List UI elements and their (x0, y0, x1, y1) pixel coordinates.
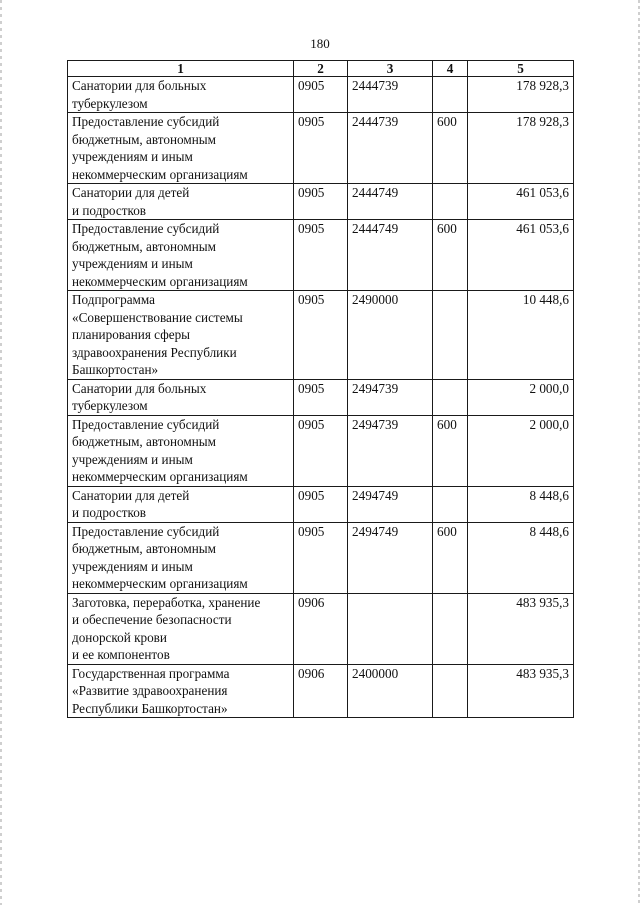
row-name-line: некоммерческим организациям (72, 469, 248, 484)
table-header (68, 61, 574, 77)
section-code-cell: 0906 (294, 593, 348, 664)
target-article-cell: 2444749 (348, 220, 433, 291)
row-name-line: учреждениям и иным (72, 558, 193, 574)
table-row (68, 379, 574, 415)
amount-cell: 483 935,3 (468, 664, 574, 718)
header-col-4: 4 (433, 61, 468, 77)
amount-cell: 2 000,0 (468, 415, 574, 486)
expense-type-cell (433, 486, 468, 522)
row-name-line: и обеспечение безопасности (72, 612, 232, 627)
target-article-cell: 2494739 (348, 379, 433, 415)
target-article-cell: 2444739 (348, 77, 433, 113)
section-code-cell: 0905 (294, 379, 348, 415)
target-article-cell: 2490000 (348, 291, 433, 380)
header-col-1: 1 (68, 61, 294, 77)
row-name-line: донорской крови (72, 629, 167, 645)
table-row (68, 220, 574, 291)
table-row (68, 522, 574, 593)
section-code-cell: 0905 (294, 184, 348, 220)
row-name-line: Подпрограмма (72, 292, 156, 307)
amount-cell: 8 448,6 (468, 522, 574, 593)
row-name-cell (68, 522, 294, 593)
header-col-5: 5 (468, 61, 574, 77)
row-name-line: Предоставление субсидий (72, 416, 220, 432)
expense-type-cell: 600 (433, 415, 468, 486)
expense-type-cell (433, 379, 468, 415)
target-article-cell: 2494749 (348, 486, 433, 522)
table-row (68, 184, 574, 220)
row-name-line: Башкортостан» (72, 362, 159, 377)
row-name-cell (68, 664, 294, 718)
section-code-cell: 0905 (294, 522, 348, 593)
target-article-cell: 2444749 (348, 184, 433, 220)
expense-type-cell (433, 291, 468, 380)
scan-edge-left (0, 0, 2, 905)
target-article-cell: 2444739 (348, 113, 433, 184)
table-row (68, 291, 574, 380)
row-name-line: туберкулезом (72, 95, 148, 111)
amount-cell: 10 448,6 (468, 291, 574, 380)
row-name-cell (68, 593, 294, 664)
row-name-line: Заготовка, переработка, хранение (72, 594, 261, 610)
row-name-line: некоммерческим организациям (72, 166, 248, 182)
row-name-line: Государственная программа (72, 665, 230, 681)
row-name-line: бюджетным, автономным (72, 238, 216, 254)
expense-type-cell (433, 593, 468, 664)
table-body (68, 77, 574, 718)
row-name-line: «Совершенствование системы (72, 309, 243, 325)
table-row (68, 486, 574, 522)
amount-cell: 483 935,3 (468, 593, 574, 664)
table-row (68, 113, 574, 184)
row-name-line: бюджетным, автономным (72, 434, 216, 449)
budget-table (67, 60, 574, 718)
header-col-2: 2 (294, 61, 348, 77)
amount-cell: 461 053,6 (468, 184, 574, 220)
header-col-3: 3 (348, 61, 433, 77)
expense-type-cell (433, 184, 468, 220)
row-name-line: учреждениям и иным (72, 451, 193, 467)
table-row (68, 593, 574, 664)
expense-type-cell (433, 664, 468, 718)
row-name-line: туберкулезом (72, 398, 148, 413)
row-name-line: Предоставление субсидий (72, 523, 220, 539)
row-name-line: некоммерческим организациям (72, 273, 248, 289)
row-name-line: «Развитие здравоохранения (72, 683, 228, 698)
row-name-cell (68, 291, 294, 380)
row-name-line: бюджетным, автономным (72, 541, 216, 556)
section-code-cell: 0905 (294, 291, 348, 380)
section-code-cell: 0905 (294, 415, 348, 486)
target-article-cell: 2400000 (348, 664, 433, 718)
row-name-line: учреждениям и иным (72, 256, 193, 271)
row-name-cell (68, 184, 294, 220)
row-name-cell (68, 379, 294, 415)
section-code-cell: 0905 (294, 486, 348, 522)
row-name-line: Санатории для детей (72, 185, 190, 200)
row-name-cell (68, 113, 294, 184)
table-row (68, 77, 574, 113)
row-name-line: Предоставление субсидий (72, 114, 220, 129)
table-row (68, 415, 574, 486)
row-name-cell (68, 486, 294, 522)
amount-cell: 2 000,0 (468, 379, 574, 415)
target-article-cell: 2494739 (348, 415, 433, 486)
row-name-cell (68, 415, 294, 486)
row-name-line: Санатории для детей (72, 487, 190, 503)
target-article-cell (348, 593, 433, 664)
amount-cell: 461 053,6 (468, 220, 574, 291)
section-code-cell: 0906 (294, 664, 348, 718)
amount-cell: 178 928,3 (468, 77, 574, 113)
expense-type-cell: 600 (433, 113, 468, 184)
table-row (68, 664, 574, 718)
row-name-line: учреждениям и иным (72, 149, 193, 164)
section-code-cell: 0905 (294, 77, 348, 113)
page-number: 180 (310, 36, 330, 51)
section-code-cell: 0905 (294, 220, 348, 291)
row-name-cell (68, 77, 294, 113)
header-row (68, 61, 574, 77)
row-name-line: бюджетным, автономным (72, 131, 216, 147)
expense-type-cell (433, 77, 468, 113)
row-name-line: Санатории для больных (72, 78, 207, 93)
row-name-line: и подростков (72, 505, 147, 520)
row-name-line: планирования сферы (72, 327, 191, 342)
row-name-line: и ее компонентов (72, 647, 170, 662)
expense-type-cell: 600 (433, 522, 468, 593)
amount-cell: 178 928,3 (468, 113, 574, 184)
row-name-cell (68, 220, 294, 291)
row-name-line: и подростков (72, 202, 147, 218)
row-name-line: некоммерческим организациям (72, 576, 248, 591)
amount-cell: 8 448,6 (468, 486, 574, 522)
section-code-cell: 0905 (294, 113, 348, 184)
row-name-line: Республики Башкортостан» (72, 700, 228, 716)
expense-type-cell: 600 (433, 220, 468, 291)
row-name-line: Санатории для больных (72, 380, 207, 396)
row-name-line: Предоставление субсидий (72, 221, 220, 236)
row-name-line: здравоохранения Республики (72, 344, 237, 360)
target-article-cell: 2494749 (348, 522, 433, 593)
